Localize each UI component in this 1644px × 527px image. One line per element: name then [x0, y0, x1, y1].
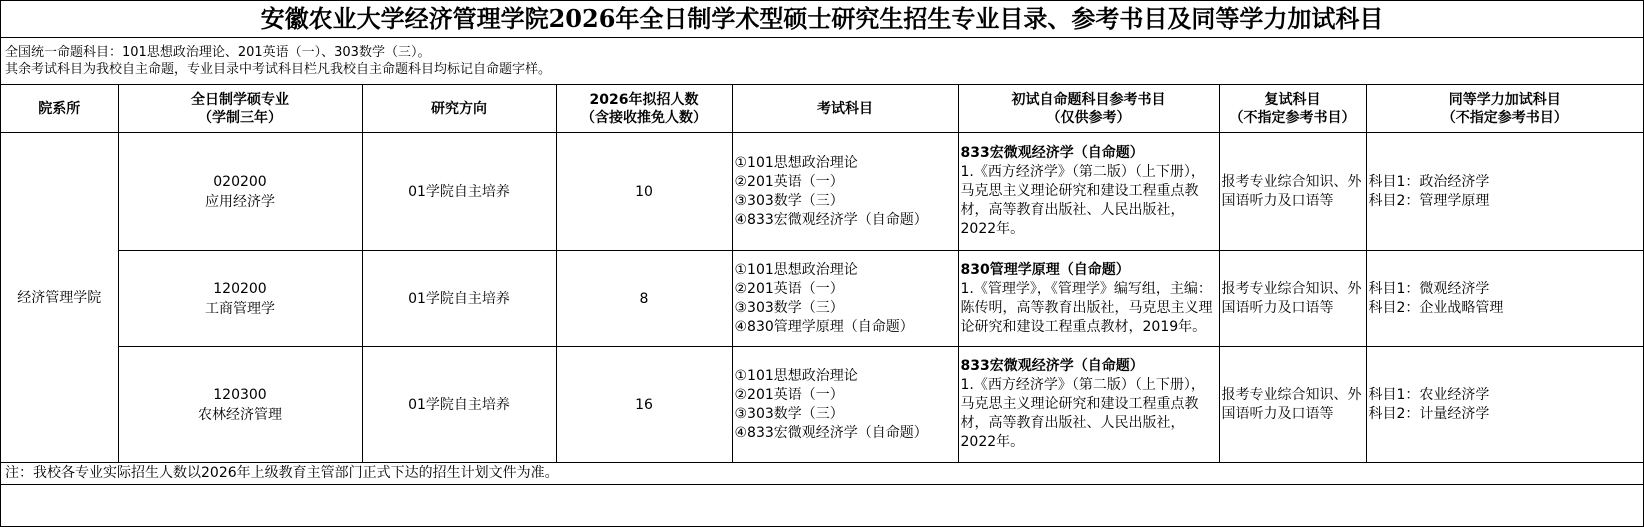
books-title: 833宏微观经济学（自命题）: [960, 358, 1144, 374]
header-direction: 研究方向: [362, 85, 556, 133]
header-retest: 复试科目 （不指定参考书目）: [1219, 85, 1366, 133]
quota-cell: 8: [556, 251, 732, 347]
exam-cell: ①101思想政治理论 ②201英语（一） ③303数学（三） ④833宏微观经济学（自命题）: [732, 133, 958, 251]
major-cell: [118, 133, 362, 251]
note-self-set-subjects: 其余考试科目为我校自主命题，专业目录中考试科目栏凡我校自主命题科目均标记自命题字样。: [5, 62, 552, 77]
catalog-table: [1, 85, 1643, 485]
major-code: 020200: [213, 173, 267, 190]
books-cell: [958, 133, 1219, 251]
major-name: 应用经济学: [205, 193, 275, 210]
header-exam: 考试科目: [732, 85, 958, 133]
note-unified-subjects: 全国统一命题科目：101思想政治理论、201英语（一）、303数学（三）。: [5, 45, 431, 60]
direction-cell: 01学院自主培养: [362, 347, 556, 463]
header-row: [1, 85, 1643, 133]
books-cell: [958, 347, 1219, 463]
major-cell: [118, 251, 362, 347]
exam-cell: ①101思想政治理论 ②201英语（一） ③303数学（三） ④833宏微观经济学（自命题）: [732, 347, 958, 463]
header-extra: 同等学力加试科目 （不指定参考书目）: [1366, 85, 1643, 133]
table-row: [1, 347, 1643, 463]
table-row: [1, 133, 1643, 251]
header-books: 初试自命题科目参考书目 （仅供参考）: [958, 85, 1219, 133]
books-text: 1.《西方经济学》（第二版）（上下册），马克思主义理论研究和建设工程重点教材，高等教育出版社、人民出版社，2022年。: [960, 164, 1205, 237]
major-name: 农林经济管理: [198, 406, 282, 423]
notes-box: [1, 38, 1643, 85]
extra-cell: 科目1：农业经济学 科目2：计量经济学: [1366, 347, 1643, 463]
books-text: 1.《管理学》，《管理学》编写组，主编：陈传明，高等教育出版社，马克思主义理论研究和建设工程重点教材，2019年。: [960, 280, 1213, 335]
direction-cell: 01学院自主培养: [362, 133, 556, 251]
dept-cell: 经济管理学院: [1, 133, 118, 463]
quota-cell: 10: [556, 133, 732, 251]
major-code: 120200: [213, 280, 267, 297]
exam-cell: ①101思想政治理论 ②201英语（一） ③303数学（三） ④830管理学原理（自命题）: [732, 251, 958, 347]
footer-note: 注：我校各专业实际招生人数以2026年上级教育主管部门正式下达的招生计划文件为准。: [1, 463, 1643, 485]
header-dept: 院系所: [1, 85, 118, 133]
extra-cell: 科目1：微观经济学 科目2：企业战略管理: [1366, 251, 1643, 347]
books-title: 830管理学原理（自命题）: [960, 261, 1130, 278]
table-row: [1, 251, 1643, 347]
retest-cell: 报考专业综合知识、外国语听力及口语等: [1219, 347, 1366, 463]
extra-cell: 科目1：政治经济学 科目2：管理学原理: [1366, 133, 1643, 251]
books-cell: [958, 251, 1219, 347]
direction-cell: 01学院自主培养: [362, 251, 556, 347]
major-cell: [118, 347, 362, 463]
header-quota: 2026年拟招人数 （含接收推免人数）: [556, 85, 732, 133]
page-title: 安徽农业大学经济管理学院2026年全日制学术型硕士研究生招生专业目录、参考书目及同等学力加试科目: [1, 1, 1643, 38]
retest-cell: 报考专业综合知识、外国语听力及口语等: [1219, 251, 1366, 347]
books-title: 833宏微观经济学（自命题）: [960, 145, 1144, 161]
books-text: 1.《西方经济学》（第二版）（上下册），马克思主义理论研究和建设工程重点教材，高等教育出版社、人民出版社，2022年。: [960, 377, 1205, 450]
major-name: 工商管理学: [205, 300, 275, 317]
major-code: 120300: [213, 386, 267, 403]
header-major: 全日制学硕专业 （学制三年）: [118, 85, 362, 133]
footer-row: [1, 463, 1643, 485]
quota-cell: 16: [556, 347, 732, 463]
retest-cell: 报考专业综合知识、外国语听力及口语等: [1219, 133, 1366, 251]
